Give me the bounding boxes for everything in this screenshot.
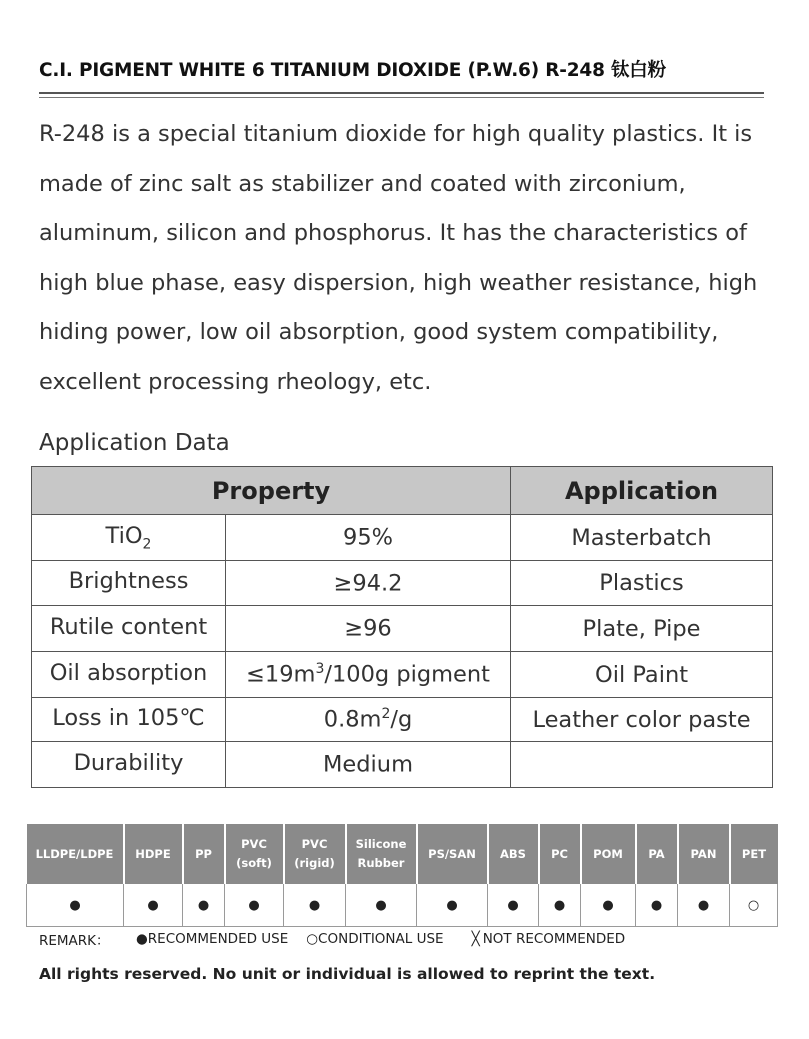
usage-header-line1: LLDPE/LDPE [35, 846, 114, 861]
usage-header [27, 824, 124, 884]
property-row [32, 515, 773, 561]
property-name [32, 698, 226, 742]
property-row [32, 698, 773, 742]
property-row [32, 652, 773, 698]
remark-label: REMARK： [39, 933, 110, 949]
property-value [226, 561, 511, 606]
application-value: Plastics [511, 561, 773, 606]
property-value [226, 606, 511, 652]
remark-legend [39, 929, 625, 949]
usage-header-line1: ABS [500, 846, 526, 861]
recommended-label: RECOMMENDED USE [147, 931, 289, 947]
conditional-symbol: ○ [306, 931, 319, 947]
title-divider [39, 92, 764, 94]
usage-header-line1: PVC [301, 837, 328, 851]
property-value-text: ≤19m [246, 661, 316, 688]
property-value [226, 742, 511, 788]
usage-mark: ● [124, 884, 183, 927]
property-value-text: 0.8m [323, 706, 382, 733]
usage-mark: ● [678, 884, 730, 927]
property-value-text: 95% [343, 524, 394, 551]
property-value [226, 515, 511, 561]
usage-header [183, 824, 225, 884]
property-name [32, 561, 226, 606]
application-data-heading: Application Data [39, 430, 230, 456]
usage-header [346, 824, 417, 884]
usage-header [581, 824, 636, 884]
property-value-superscript: 3 [315, 661, 325, 678]
usage-mark: ● [636, 884, 678, 927]
usage-header-line1: PS/SAN [428, 846, 476, 861]
property-name [32, 742, 226, 788]
usage-mark: ● [417, 884, 488, 927]
product-description: R-248 is a special titanium dioxide for high quality plastics. It is made of zinc salt as stabilizer and coated with zirconium, aluminum, silicon and phosphorus. It has the characteristics of high blue phase, easy dispersion, high weather resistance, high hiding power, low oil absorption, good system compatibility, excellent processing rheology, etc. [39, 121, 758, 395]
property-value-superscript: 2 [381, 706, 391, 723]
application-value: Oil Paint [511, 652, 773, 698]
property-value [226, 652, 511, 698]
property-name-text: Durability [73, 749, 184, 776]
usage-header [539, 824, 581, 884]
usage-header [284, 824, 346, 884]
usage-header [636, 824, 678, 884]
usage-table [26, 824, 778, 927]
recommended-symbol: ● [136, 931, 148, 947]
application-value: Leather color paste [511, 698, 773, 742]
usage-mark: ● [183, 884, 225, 927]
usage-header-line1: PC [551, 846, 568, 861]
usage-mark: ○ [730, 884, 778, 927]
conditional-label: CONDITIONAL USE [318, 931, 444, 947]
usage-header [124, 824, 183, 884]
usage-mark: ● [225, 884, 284, 927]
usage-header-line2: (soft) [236, 856, 272, 870]
usage-mark: ● [488, 884, 539, 927]
usage-header-line1: Silicone [355, 837, 407, 851]
usage-header-line1: PP [195, 846, 212, 861]
usage-header-line2: Rubber [357, 856, 405, 870]
usage-header-line2: (rigid) [294, 856, 335, 870]
application-value: Masterbatch [511, 515, 773, 561]
usage-header-line1: HDPE [135, 846, 171, 861]
property-name-text: Oil absorption [49, 659, 208, 686]
property-name [32, 606, 226, 652]
property-name-subscript: 2 [142, 536, 152, 553]
usage-mark: ● [539, 884, 581, 927]
usage-header [417, 824, 488, 884]
property-value-text: ≥96 [344, 615, 392, 642]
usage-header-line1: PA [648, 846, 665, 861]
page-title: C.I. PIGMENT WHITE 6 TITANIUM DIOXIDE (P.W.6) R-248 钛白粉 [39, 60, 666, 81]
property-name [32, 652, 226, 698]
application-value: Plate, Pipe [511, 606, 773, 652]
copyright-notice: All rights reserved. No unit or individual is allowed to reprint the text. [39, 965, 656, 983]
property-value [226, 698, 511, 742]
property-value-suffix: /100g pigment [324, 661, 490, 688]
property-name-text: TiO [105, 522, 143, 549]
usage-mark: ● [581, 884, 636, 927]
property-table [31, 466, 773, 788]
property-row [32, 606, 773, 652]
usage-header [225, 824, 284, 884]
property-row [32, 561, 773, 606]
usage-header-line1: PAN [690, 846, 717, 861]
property-name-text: Loss in 105℃ [52, 704, 205, 731]
property-name [32, 515, 226, 561]
not-recommended-symbol: ╳ [471, 931, 480, 947]
property-name-text: Brightness [68, 568, 189, 595]
property-value-text: ≥94.2 [333, 570, 403, 597]
usage-header-line1: PVC [241, 837, 267, 851]
application-header: Application [511, 467, 773, 515]
title-divider-thin [39, 97, 764, 98]
usage-mark: ● [27, 884, 124, 927]
property-row [32, 742, 773, 788]
not-recommended-label: NOT RECOMMENDED [482, 931, 626, 947]
usage-header [678, 824, 730, 884]
application-value [511, 742, 773, 788]
usage-header-line1: PET [741, 846, 767, 861]
property-header: Property [32, 467, 511, 515]
property-value-text: Medium [323, 751, 413, 778]
property-value-suffix: /g [390, 706, 413, 733]
usage-header [730, 824, 778, 884]
usage-mark: ● [284, 884, 346, 927]
usage-mark: ● [346, 884, 417, 927]
usage-header-line1: POM [593, 846, 623, 861]
property-name-text: Rutile content [49, 613, 208, 640]
usage-header [488, 824, 539, 884]
